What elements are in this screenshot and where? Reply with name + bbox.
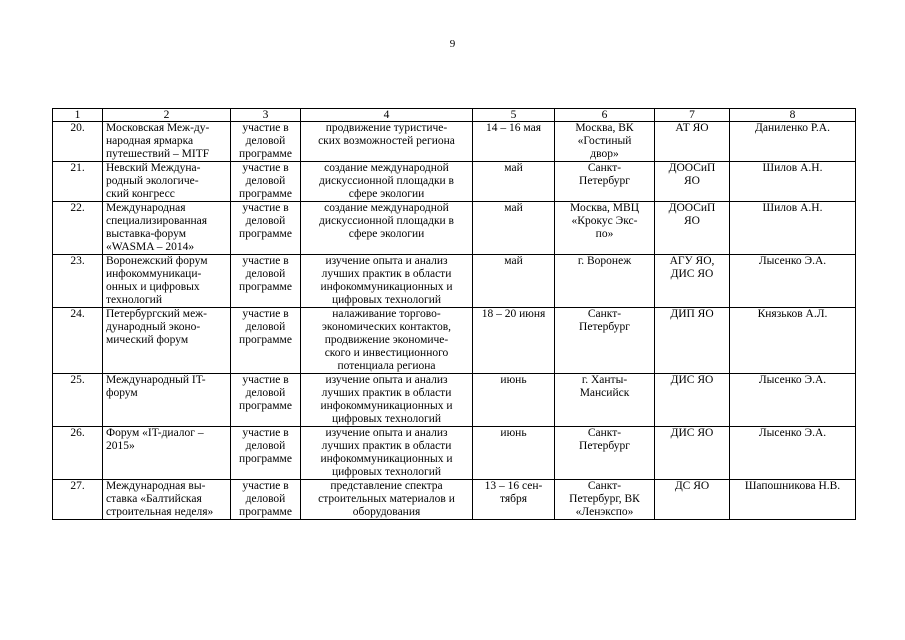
responsible-cell [730,480,856,520]
participation-form-cell-line: деловой [245,440,286,452]
organization-cell-line: ЯО [684,215,700,227]
row-number: 25. [53,374,103,427]
participation-form-cell-line: участие в [242,162,289,174]
date-cell [473,202,555,255]
goal-cell-line: инфокоммуникационных и [320,453,453,465]
organization-cell-line: АГУ ЯО, [669,255,715,267]
goal-cell-line: сфере экологии [348,188,425,200]
column-number-6: 6 [555,109,655,122]
goal-cell-line: создание международной [324,162,449,174]
responsible-cell-line: Князьков А.Л. [757,308,828,320]
date-cell [473,308,555,374]
participation-form-cell-line: участие в [242,202,289,214]
place-cell-line: по» [595,228,614,240]
goal-cell-line: лучших практик в области [321,387,452,399]
participation-form-cell-line: программе [239,506,292,518]
event-name-cell [103,162,231,202]
date-cell [473,255,555,308]
event-name-cell-line: технологий [106,294,162,306]
participation-form-cell-line: деловой [245,175,286,187]
goal-cell-line: дискуссионной площадки в [319,215,454,227]
goal-cell-line: потенциала региона [337,360,436,372]
row-number: 27. [53,480,103,520]
column-number-4: 4 [301,109,473,122]
responsible-cell [730,374,856,427]
goal-cell-line: лучших практик в области [321,268,452,280]
event-name-cell-line: мический форум [106,334,189,346]
organization-cell-line: ДИС ЯО [670,268,714,280]
date-cell [473,374,555,427]
participation-form-cell-line: участие в [242,427,289,439]
participation-form-cell-line: деловой [245,493,286,505]
participation-form-cell-line: программе [239,281,292,293]
place-cell-line: Москва, ВК [575,122,634,134]
participation-form-cell-line: программе [239,228,292,240]
event-name-cell [103,122,231,162]
event-name-cell [103,308,231,374]
organization-cell-line: ДООСиП [668,202,716,214]
goal-cell-line: представление спектра [330,480,443,492]
place-cell-line: Санкт- [587,162,622,174]
organization-cell [655,162,730,202]
participation-form-cell [231,374,301,427]
row-number: 23. [53,255,103,308]
participation-form-cell-line: деловой [245,135,286,147]
row-number: 21. [53,162,103,202]
goal-cell-line: оборудования [352,506,421,518]
organization-cell [655,308,730,374]
participation-form-cell-line: программе [239,188,292,200]
place-cell-line: г. Воронеж [577,255,632,267]
participation-form-cell-line: деловой [245,268,286,280]
goal-cell-line: инфокоммуникационных и [320,400,453,412]
event-name-cell [103,255,231,308]
goal-cell [301,374,473,427]
participation-form-cell [231,122,301,162]
event-name-cell-line: специализированная [106,215,208,227]
column-number-8: 8 [730,109,856,122]
table-row [53,427,856,480]
column-number-2: 2 [103,109,231,122]
place-cell-line: Санкт- [587,308,622,320]
table-row [53,202,856,255]
goal-cell-line: создание международной [324,202,449,214]
responsible-cell [730,427,856,480]
row-number: 24. [53,308,103,374]
date-cell [473,162,555,202]
event-name-cell-line: инфокоммуникаци- [106,268,202,280]
responsible-cell-line: Лысенко Э.А. [758,255,827,267]
event-name-cell-line: строительная неделя» [106,506,214,518]
goal-cell-line: цифровых технологий [331,466,442,478]
goal-cell-line: налаживание торгово- [332,308,441,320]
place-cell-line: Петербург [579,321,630,333]
row-number: 20. [53,122,103,162]
place-cell-line: двор» [590,148,619,160]
place-cell-line: «Ленэкспо» [575,506,634,518]
participation-form-cell-line: программе [239,453,292,465]
column-number-3: 3 [231,109,301,122]
goal-cell-line: изучение опыта и анализ [325,374,448,386]
organization-cell-line: ДИС ЯО [670,427,714,439]
responsible-cell [730,162,856,202]
place-cell-line: Санкт- [587,427,622,439]
place-cell [555,427,655,480]
goal-cell-line: сфере экологии [348,228,425,240]
date-cell-line: 18 – 20 июня [481,308,546,320]
goal-cell [301,122,473,162]
event-name-cell-line: Воронежский форум [106,255,208,267]
goal-cell-line: изучение опыта и анализ [325,255,448,267]
place-cell-line: Петербург [579,440,630,452]
goal-cell-line: продвижение экономиче- [324,334,449,346]
place-cell [555,308,655,374]
goal-cell [301,162,473,202]
event-name-cell-line: 2015» [106,440,135,452]
organization-cell [655,480,730,520]
goal-cell-line: ских возможностей региона [318,135,455,147]
goal-cell-line: экономических контактов, [322,321,451,333]
column-number-row [53,109,856,122]
participation-form-cell-line: программе [239,148,292,160]
date-cell-line: май [504,255,523,267]
place-cell-line: Мансийск [579,387,630,399]
participation-form-cell [231,255,301,308]
event-name-cell-line: Международный IT- [106,374,206,386]
participation-form-cell-line: участие в [242,480,289,492]
event-name-cell-line: «WASMA – 2014» [106,241,195,253]
event-name-cell-line: народная ярмарка [106,135,194,147]
participation-form-cell-line: деловой [245,387,286,399]
responsible-cell-line: Шапошникова Н.В. [744,480,841,492]
goal-cell-line: дискуссионной площадки в [319,175,454,187]
place-cell-line: Москва, МВЦ [570,202,639,214]
table-body [53,122,856,520]
column-number-5: 5 [473,109,555,122]
place-cell-line: «Гостиный [577,135,632,147]
goal-cell-line: строительных материалов и [318,493,455,505]
participation-form-cell-line: программе [239,334,292,346]
goal-cell-line: цифровых технологий [331,294,442,306]
page-number: 9 [449,38,456,50]
responsible-cell-line: Даниленко Р.А. [755,122,830,134]
place-cell-line: г. Ханты- [581,374,628,386]
goal-cell [301,255,473,308]
date-cell [473,427,555,480]
event-name-cell [103,480,231,520]
table-row [53,255,856,308]
event-name-cell-line: Международная вы- [106,480,206,492]
participation-form-cell-line: программе [239,400,292,412]
goal-cell [301,308,473,374]
date-cell [473,122,555,162]
event-name-cell [103,427,231,480]
column-number-1: 1 [53,109,103,122]
responsible-cell-line: Лысенко Э.А. [758,427,827,439]
event-name-cell-line: Петербургский меж- [106,308,207,320]
organization-cell-line: ДИП ЯО [670,308,714,320]
responsible-cell-line: Шилов А.Н. [762,202,823,214]
participation-form-cell-line: деловой [245,215,286,227]
participation-form-cell-line: участие в [242,255,289,267]
goal-cell-line: лучших практик в области [321,440,452,452]
column-number-7: 7 [655,109,730,122]
event-name-cell-line: Московская Меж-ду- [106,122,210,134]
organization-cell-line: ДС ЯО [674,480,710,492]
responsible-cell-line: Шилов А.Н. [762,162,823,174]
participation-form-cell [231,162,301,202]
participation-form-cell [231,480,301,520]
table-row [53,122,856,162]
event-name-cell-line: форум [106,387,138,399]
date-cell-line: июнь [500,374,527,386]
event-name-cell-line: Форум «IT-диалог – [106,427,204,439]
table-row [53,374,856,427]
goal-cell-line: изучение опыта и анализ [325,427,448,439]
goal-cell-line: инфокоммуникационных и [320,281,453,293]
organization-cell [655,255,730,308]
place-cell [555,374,655,427]
organization-cell [655,374,730,427]
event-name-cell-line: путешествий – MITF [106,148,210,160]
date-cell-line: июнь [500,427,527,439]
event-name-cell [103,202,231,255]
place-cell-line: «Крокус Экс- [571,215,638,227]
table-row [53,308,856,374]
date-cell-line: май [504,162,523,174]
organization-cell [655,122,730,162]
goal-cell-line: продвижение туристиче- [325,122,448,134]
place-cell [555,480,655,520]
event-name-cell-line: ставка «Балтийская [106,493,202,505]
organization-cell-line: ДООСиП [668,162,716,174]
goal-cell [301,202,473,255]
place-cell-line: Петербург [579,175,630,187]
events-table [52,108,856,520]
participation-form-cell-line: участие в [242,122,289,134]
organization-cell [655,427,730,480]
goal-cell-line: ского и инвестиционного [324,347,449,359]
responsible-cell [730,122,856,162]
table-row [53,162,856,202]
event-name-cell [103,374,231,427]
organization-cell-line: ДИС ЯО [670,374,714,386]
event-name-cell-line: ский конгресс [106,188,175,200]
place-cell-line: Петербург, ВК [569,493,640,505]
participation-form-cell [231,308,301,374]
date-cell-line: 13 – 16 сен- [484,480,543,492]
participation-form-cell-line: участие в [242,308,289,320]
event-name-cell-line: Международная [106,202,186,214]
place-cell [555,255,655,308]
participation-form-cell-line: участие в [242,374,289,386]
responsible-cell [730,255,856,308]
responsible-cell [730,308,856,374]
participation-form-cell [231,427,301,480]
date-cell [473,480,555,520]
organization-cell-line: ЯО [684,175,700,187]
goal-cell [301,427,473,480]
event-name-cell-line: дународный эконо- [106,321,201,333]
responsible-cell [730,202,856,255]
place-cell [555,162,655,202]
date-cell-line: 14 – 16 мая [486,122,541,134]
organization-cell [655,202,730,255]
table-row [53,480,856,520]
row-number: 22. [53,202,103,255]
participation-form-cell [231,202,301,255]
participation-form-cell-line: деловой [245,321,286,333]
event-name-cell-line: онных и цифровых [106,281,200,293]
date-cell-line: тября [499,493,528,505]
place-cell-line: Санкт- [587,480,622,492]
event-name-cell-line: Невский Междуна- [106,162,201,174]
row-number: 26. [53,427,103,480]
event-name-cell-line: родный экологиче- [106,175,199,187]
goal-cell-line: цифровых технологий [331,413,442,425]
event-name-cell-line: выставка-форум [106,228,186,240]
organization-cell-line: АТ ЯО [675,122,709,134]
place-cell [555,122,655,162]
responsible-cell-line: Лысенко Э.А. [758,374,827,386]
date-cell-line: май [504,202,523,214]
place-cell [555,202,655,255]
goal-cell [301,480,473,520]
